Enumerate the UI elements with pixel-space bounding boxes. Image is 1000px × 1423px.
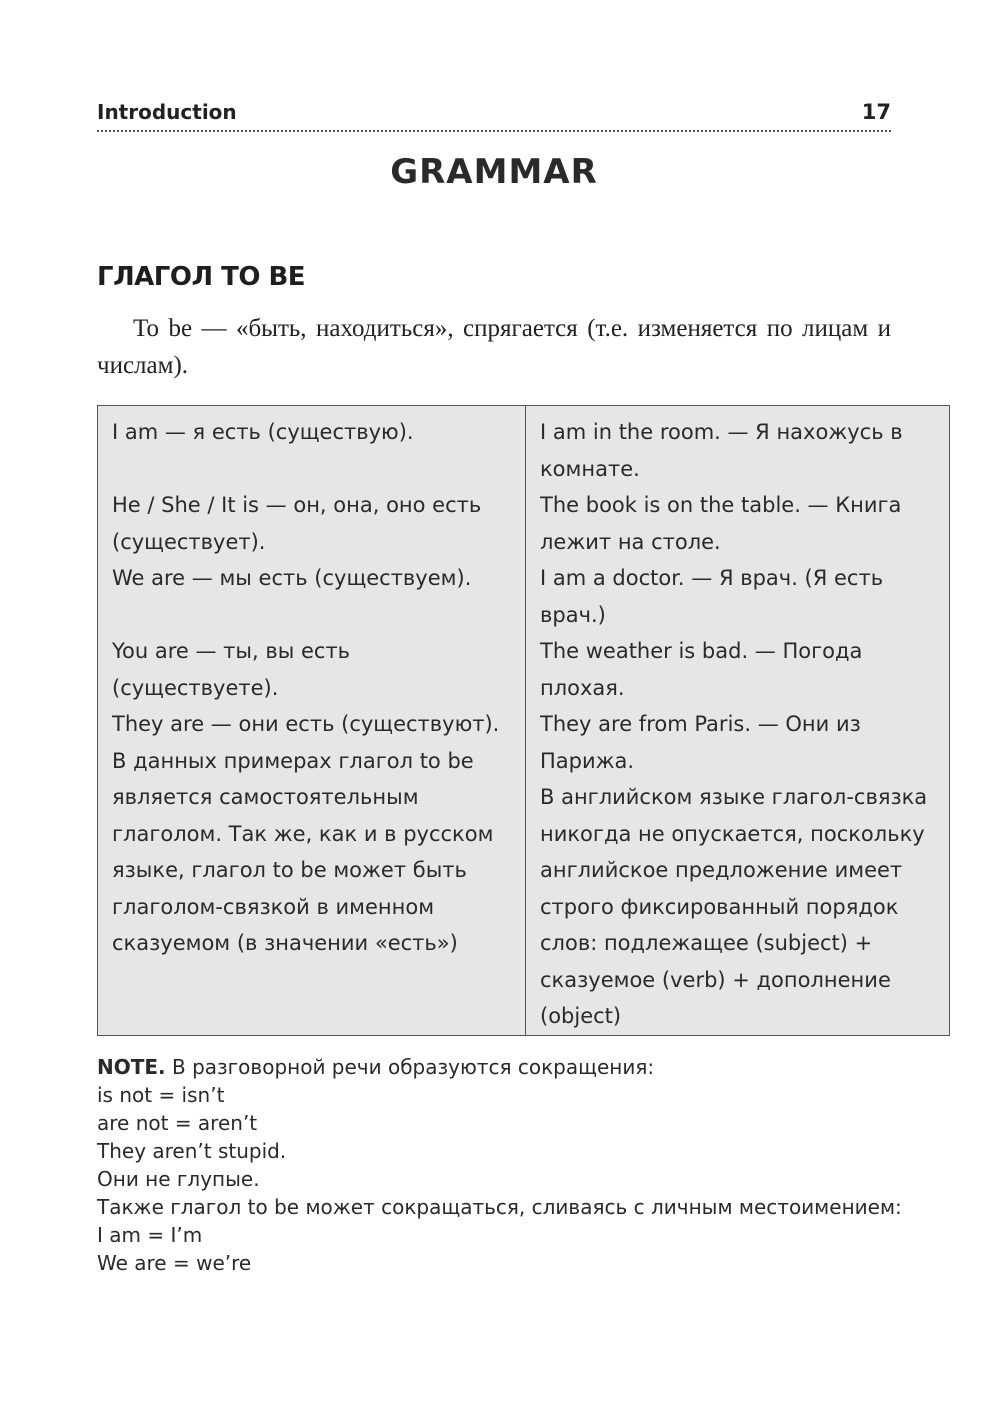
note-line: Также глагол to be может сокращаться, сливаясь с личным местоимением: xyxy=(97,1195,902,1219)
example-room: I am in the room. — Я нахожусь в комнате. xyxy=(540,420,903,481)
examples-explanation: В английском языке глагол-связка никогда не опускается, поскольку английское предложение имеет строго фиксированный порядок слов: подлежащее (subject) + сказуемое (verb) + дополнение (object) xyxy=(540,785,928,1028)
running-title: Introduction xyxy=(97,100,237,124)
form-we-are: We are — мы есть (существуем). xyxy=(112,566,472,590)
note-block xyxy=(97,1053,902,1277)
forms-column xyxy=(98,406,526,1036)
example-book: The book is on the table. — Книга лежит на столе. xyxy=(540,493,902,554)
chapter-title: GRAMMAR xyxy=(390,152,598,192)
example-weather: The weather is bad. — Погода плохая. xyxy=(540,639,863,700)
example-doctor: I am a doctor. — Я врач. (Я есть врач.) xyxy=(540,566,884,627)
form-they-are: They are — они есть (существуют). xyxy=(112,712,500,736)
form-i-am: I am — я есть (существую). xyxy=(112,420,414,444)
conjugation-table xyxy=(97,405,950,1036)
form-you-are: You are — ты, вы есть (существуете). xyxy=(112,639,351,700)
note-intro: В разговорной речи образуются сокращения: xyxy=(165,1055,655,1079)
note-line: are not = aren’t xyxy=(97,1111,258,1135)
page-number: 17 xyxy=(861,100,891,124)
note-heading xyxy=(97,1053,891,1081)
table-row xyxy=(98,406,950,1036)
running-header xyxy=(97,98,891,132)
note-line: is not = isn’t xyxy=(97,1083,225,1107)
examples-column xyxy=(526,406,950,1036)
section-title: ГЛАГОЛ TO BE xyxy=(97,262,306,292)
spacer xyxy=(112,451,511,488)
spacer xyxy=(112,597,511,634)
form-he-she-it-is: He / She / It is — он, она, оно есть (существует). xyxy=(112,493,482,554)
note-line: We are = we’re xyxy=(97,1251,252,1275)
note-label: NOTE. xyxy=(97,1055,166,1079)
book-page xyxy=(97,0,928,1423)
note-line: I am = I’m xyxy=(97,1223,203,1247)
note-line: They aren’t stupid. xyxy=(97,1139,287,1163)
example-paris: They are from Paris. — Они из Парижа. xyxy=(540,712,861,773)
forms-explanation: В данных примерах глагол to be является самостоятельным глаголом. Так же, как и в русском языке, глагол to be может быть глаголом-связкой в именном сказуемом (в значении «есть») xyxy=(112,748,494,955)
intro-paragraph: To be — «быть, находиться», спрягается (т.е. изменяется по лицам и числам). xyxy=(97,315,891,379)
note-line: Они не глупые. xyxy=(97,1167,260,1191)
